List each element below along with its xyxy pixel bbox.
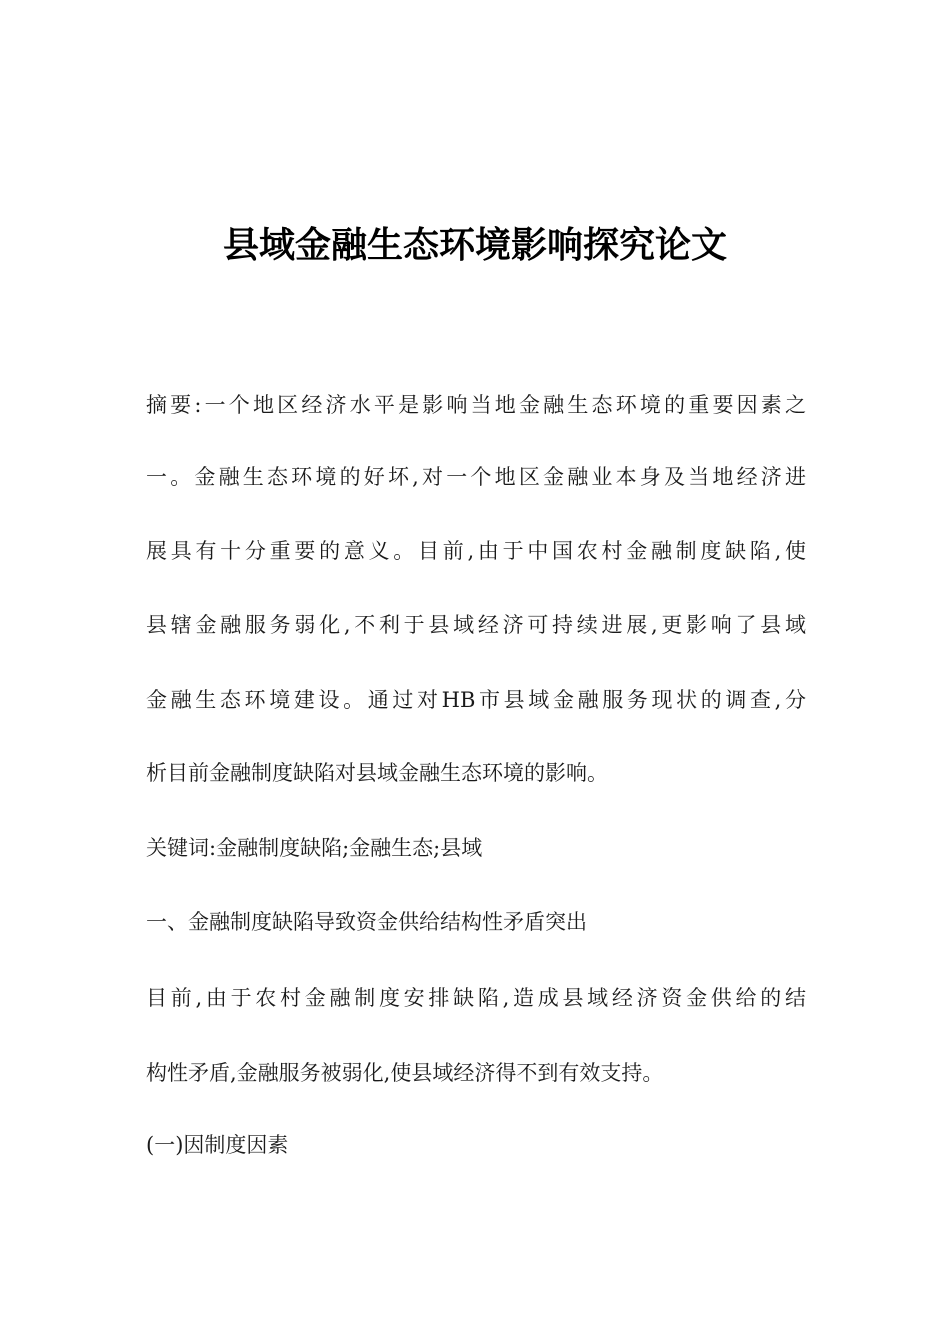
body-line: 目前,由于农村金融制度安排缺陷,造成县域经济资金供给的结 — [146, 986, 806, 1010]
abstract-line: 县辖金融服务弱化,不利于县域经济可持续进展,更影响了县域 — [146, 613, 806, 637]
abstract-line: 一。金融生态环境的好坏,对一个地区金融业本身及当地经济进 — [146, 465, 806, 489]
body-line: 构性矛盾,金融服务被弱化,使县域经济得不到有效支持。 — [146, 1061, 664, 1085]
abstract-line: 展具有十分重要的意义。目前,由于中国农村金融制度缺陷,使 — [146, 539, 806, 563]
section-heading: 一、金融制度缺陷导致资金供给结构性矛盾突出 — [146, 910, 587, 934]
abstract-line: 析目前金融制度缺陷对县域金融生态环境的影响。 — [146, 761, 608, 785]
subsection-heading: (一)因制度因素 — [146, 1133, 289, 1157]
document-title: 县域金融生态环境影响探究论文 — [222, 225, 727, 266]
abstract-line: 摘要:一个地区经济水平是影响当地金融生态环境的重要因素之 — [146, 393, 806, 417]
abstract-line: 金融生态环境建设。通过对HB市县域金融服务现状的调查,分 — [146, 688, 806, 712]
keywords-line: 关键词:金融制度缺陷;金融生态;县域 — [146, 836, 483, 860]
